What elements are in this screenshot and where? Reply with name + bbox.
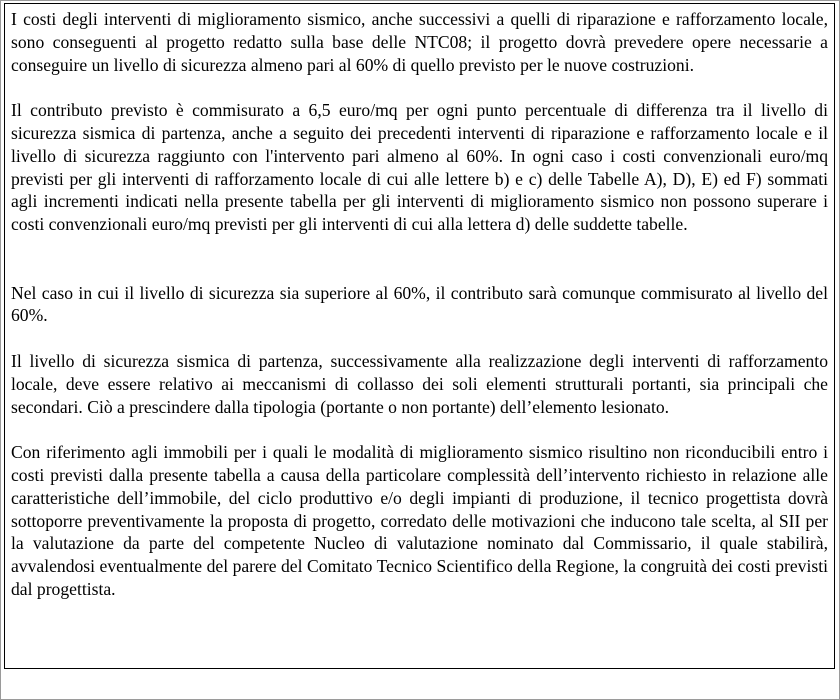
paragraph-complex-interventions: Con riferimento agli immobili per i quali le modalità di miglioramento sismico risultino non riconducibili entro i costi previsti dalla presente tabella a causa della particolare complessità dell’intervento richiesto in relazione alle caratteristiche dell’immobile, del ciclo produttivo e/o degli impianti di produzione, il tecnico progettista dovrà sottoporre preventivamente la proposta di progetto, corredato delle motivazioni che inducono tale scelta, al SII per la valutazione da parte del competente Nucleo di valutazione nominato dal Commissario, il quale stabilirà, avvalendosi eventualmente del parere del Comitato Tecnico Scientifico della Regione, la congruità dei costi previsti dal progettista. (11, 442, 828, 599)
paragraph-starting-safety-level: Il livello di sicurezza sismica di partenza, successivamente alla realizzazione degli interventi di rafforzamento locale, deve essere relativo ai meccanismi di collasso dei soli elementi strutturali portanti, sia principali che secondari. Ciò a prescindere dalla tipologia (portante o non portante) dell’elemento lesionato. (11, 350, 828, 417)
paragraph-safety-level-cap: Nel caso in cui il livello di sicurezza sia superiore al 60%, il contributo sarà comunque commisurato al livello del 60%. (11, 282, 828, 326)
paragraph-contribution-amount: Il contributo previsto è commisurato a 6,5 euro/mq per ogni punto percentuale di differenza tra il livello di sicurezza sismica di partenza, anche a seguito dei precedenti interventi di riparazione e rafforzamento locale e il livello di sicurezza raggiunto con l'intervento pari almeno al 60%. In ogni caso i costi convenzionali euro/mq previsti per gli interventi di rafforzamento locale di cui alle lettere b) e c) delle Tabelle A), D), E) ed F) sommati agli incrementi indicati nella presente tabella per gli interventi di miglioramento sismico non possono superare i costi convenzionali euro/mq previsti per gli interventi di cui alla lettera d) delle suddette tabelle. (11, 100, 828, 235)
paragraph-seismic-improvement-costs: I costi degli interventi di miglioramento sismico, anche successivi a quelli di riparazione e rafforzamento locale, sono conseguenti al progetto redatto sulla base delle NTC08; il progetto dovrà prevedere opere necessarie a conseguire un livello di sicurezza almeno pari al 60% di quello previsto per le nuove costruzioni. (11, 9, 828, 75)
text-frame (4, 3, 835, 669)
